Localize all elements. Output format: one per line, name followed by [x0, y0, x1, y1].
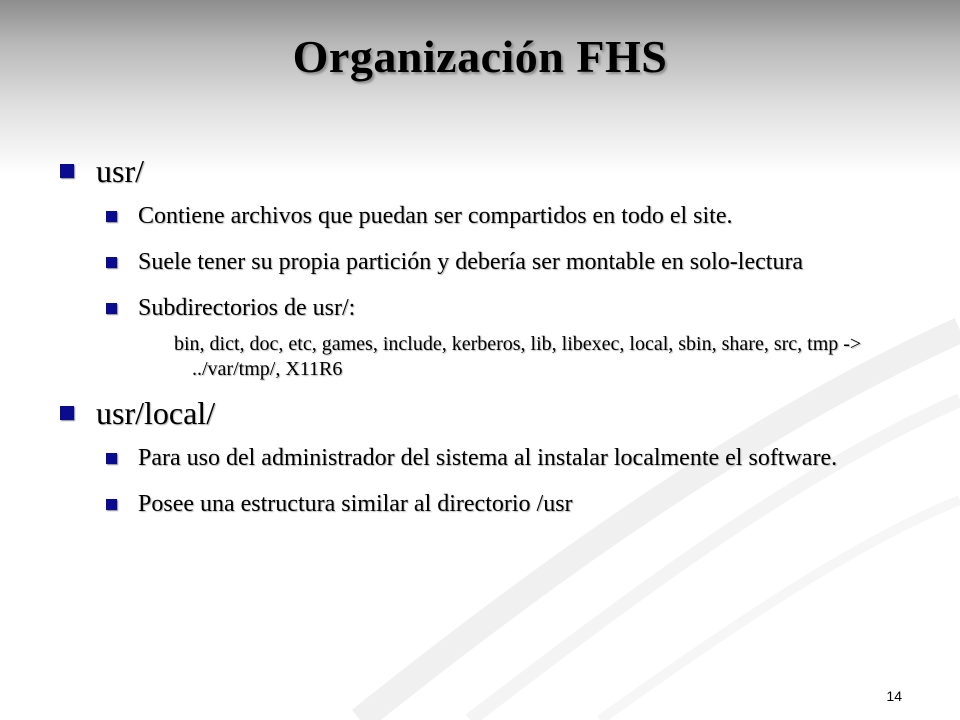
sub-bullet [106, 293, 900, 323]
sub-bullet-text: Para uso del administrador del sistema al instalar localmente el software. [138, 445, 838, 471]
bullet-heading: usr/ [96, 153, 144, 189]
bullet-usr-local [60, 395, 900, 431]
bullet-square-icon [106, 453, 117, 464]
bullet-heading: usr/local/ [96, 395, 216, 431]
bullet-usr [60, 153, 900, 189]
bullet-square-icon [106, 303, 117, 314]
bullet-square-icon [60, 164, 74, 178]
page-number: 14 [886, 688, 902, 704]
bullet-square-icon [106, 211, 117, 222]
sub-bullet-text: Subdirectorios de usr/: [138, 295, 356, 321]
bullet-square-icon [106, 499, 117, 510]
subdirectory-list: bin, dict, doc, etc, games, include, kerberos, lib, libexec, local, sbin, share, src, tmp -> ../var/tmp/, X11R6 [174, 333, 862, 380]
bullet-square-icon [106, 257, 117, 268]
sub-bullet-text: Suele tener su propia partición y debería ser montable en solo-lectura [138, 249, 804, 275]
sub-bullet-text: Contiene archivos que puedan ser compartidos en todo el site. [138, 203, 733, 229]
sub-bullet-text: Posee una estructura similar al directorio /usr [138, 491, 573, 517]
bullet-square-icon [60, 406, 74, 420]
sub-bullet [106, 201, 900, 231]
sub-bullet [106, 247, 900, 277]
sub-bullet [106, 489, 900, 519]
slide-title: Organización FHS [292, 31, 668, 82]
slide-content [60, 153, 900, 519]
sub-bullet [106, 443, 900, 473]
